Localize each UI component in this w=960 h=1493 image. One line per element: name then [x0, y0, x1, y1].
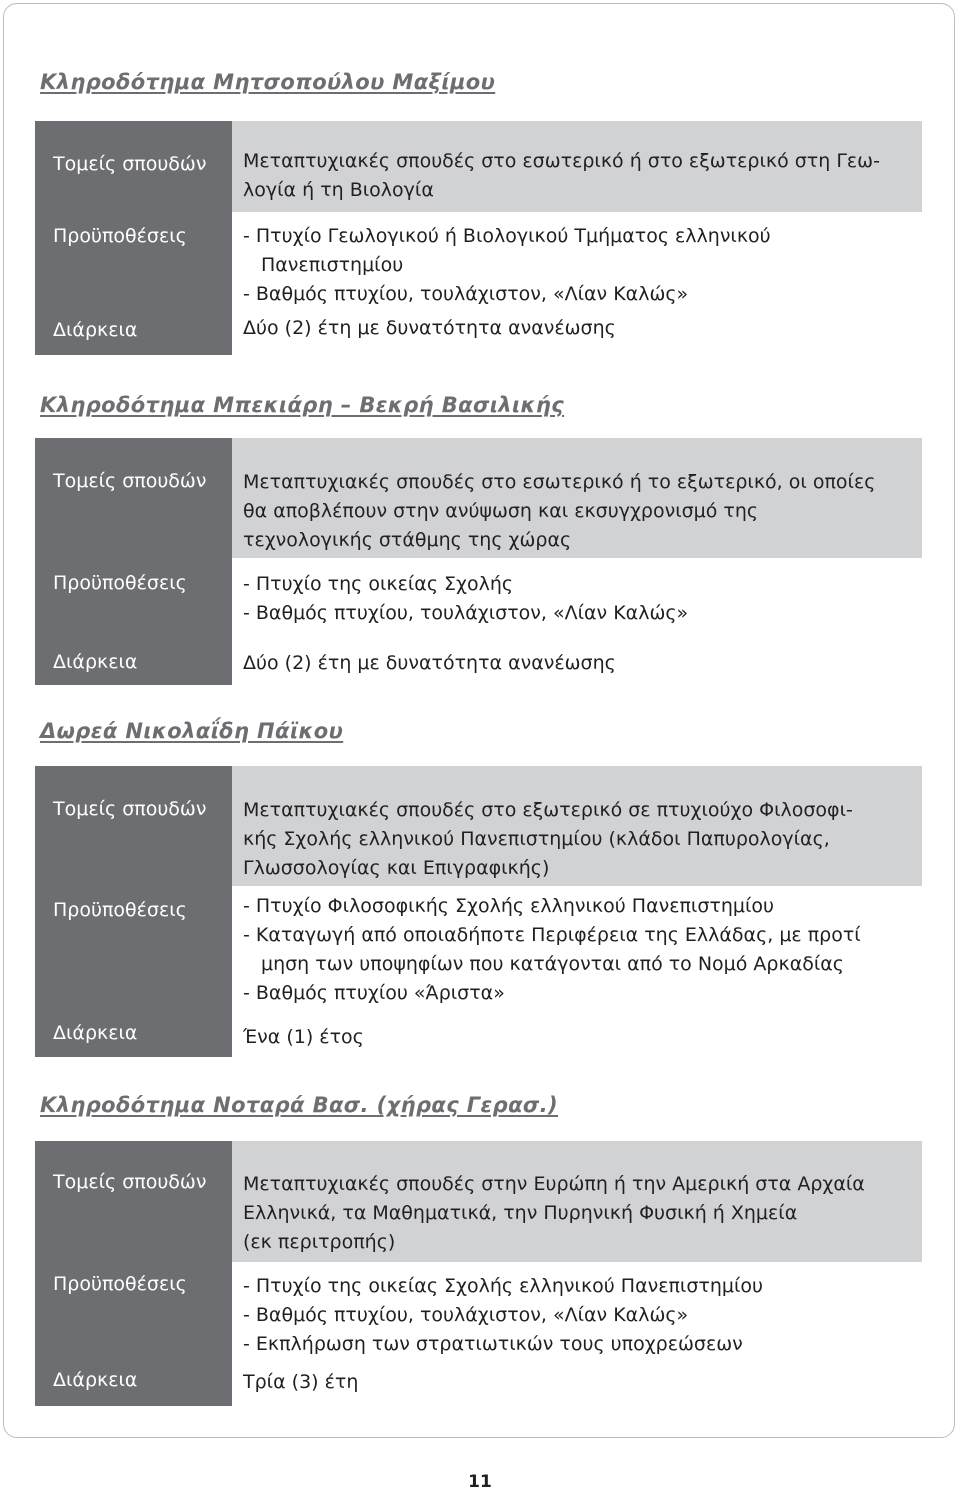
- requirement-line: - Πτυχίο της οικείας Σχολής ελληνικού Πανεπιστημίου: [243, 1275, 764, 1297]
- label-column: [35, 121, 232, 355]
- fields-line: Μεταπτυχιακές σπουδές στο εσωτερικό ή στο εξωτερικό στη Γεω-: [243, 150, 880, 172]
- label-column: [35, 766, 232, 1057]
- requirement-line: μηση των υποψηφίων που κατάγονται από το Νομό Αρκαδίας: [261, 953, 844, 975]
- requirement-line: - Βαθμός πτυχίου, τουλάχιστον, «Λίαν Καλώς»: [243, 1304, 689, 1326]
- duration-text: Δύο (2) έτη με δυνατότητα ανανέωσης: [243, 652, 616, 674]
- duration-text: Ένα (1) έτος: [243, 1026, 364, 1048]
- fields-line: τεχνολογικής στάθμης της χώρας: [243, 529, 572, 551]
- scholarship-section-1: [40, 70, 922, 355]
- requirement-line: - Καταγωγή από οποιαδήποτε Περιφέρεια της Ελλάδας, με προτί: [243, 924, 861, 946]
- fields-line: Γλωσσολογίας και Επιγραφικής): [243, 857, 550, 879]
- fields-line: κής Σχολής ελληνικού Πανεπιστημίου (κλάδοι Παπυρολογίας,: [243, 828, 830, 850]
- fields-label: Τομείς σπουδών: [53, 798, 207, 820]
- page-number: 11: [468, 1472, 492, 1492]
- requirements-text: [243, 222, 771, 309]
- fields-line: θα αποβλέπουν στην ανύψωση και εκσυγχρονισμό της: [243, 500, 759, 522]
- requirements-label: Προϋποθέσεις: [53, 899, 187, 921]
- duration-text: Δύο (2) έτη με δυνατότητα ανανέωσης: [243, 317, 616, 339]
- scholarship-table: [35, 1141, 922, 1406]
- scholarship-table: [35, 121, 922, 355]
- fields-label: Τομείς σπουδών: [53, 1171, 207, 1193]
- requirements-label: Προϋποθέσεις: [53, 225, 187, 247]
- scholarship-section-2: [40, 393, 922, 685]
- requirement-line: Πανεπιστημίου: [261, 254, 404, 276]
- requirement-line: - Πτυχίο Γεωλογικού ή Βιολογικού Τμήματος ελληνικού: [243, 225, 771, 247]
- fields-text: [243, 1170, 865, 1257]
- requirements-text: [243, 1272, 763, 1359]
- scholarship-table: [35, 438, 922, 685]
- section-title: Κληροδότημα Μητσοπούλου Μαξίμου: [40, 70, 496, 94]
- requirements-text: [243, 892, 861, 1008]
- section-title: Κληροδότημα Μπεκιάρη – Βεκρή Βασιλικής: [40, 393, 565, 417]
- requirements-text: [243, 570, 688, 628]
- requirement-line: - Πτυχίο Φιλοσοφικής Σχολής ελληνικού Πανεπιστημίου: [243, 895, 774, 917]
- fields-text: [243, 147, 880, 205]
- requirement-line: - Εκπλήρωση των στρατιωτικών τους υποχρεώσεων: [243, 1333, 743, 1355]
- duration-text: Τρία (3) έτη: [243, 1371, 359, 1393]
- requirement-line: - Βαθμός πτυχίου, τουλάχιστον, «Λίαν Καλώς»: [243, 602, 689, 624]
- duration-label: Διάρκεια: [53, 651, 138, 673]
- fields-line: Ελληνικά, τα Μαθηματικά, την Πυρηνική Φυσική ή Χημεία: [243, 1202, 798, 1224]
- requirement-line: - Βαθμός πτυχίου, τουλάχιστον, «Λίαν Καλώς»: [243, 283, 689, 305]
- scholarship-table: [35, 766, 922, 1057]
- label-column: [35, 438, 232, 685]
- requirement-line: - Πτυχίο της οικείας Σχολής: [243, 573, 514, 595]
- fields-text: [243, 468, 875, 555]
- fields-line: (εκ περιτροπής): [243, 1231, 396, 1253]
- fields-line: Μεταπτυχιακές σπουδές στο εξωτερικό σε πτυχιούχο Φιλοσοφι-: [243, 799, 853, 821]
- scholarship-section-4: [40, 1093, 922, 1406]
- label-column: [35, 1141, 232, 1406]
- requirements-label: Προϋποθέσεις: [53, 1273, 187, 1295]
- requirement-line: - Βαθμός πτυχίου «Άριστα»: [243, 982, 505, 1004]
- scholarship-section-3: [40, 719, 922, 1057]
- duration-label: Διάρκεια: [53, 319, 138, 341]
- fields-line: Μεταπτυχιακές σπουδές στην Ευρώπη ή την Αμερική στα Αρχαία: [243, 1173, 865, 1195]
- fields-label: Τομείς σπουδών: [53, 153, 207, 175]
- requirements-label: Προϋποθέσεις: [53, 572, 187, 594]
- section-title: Δωρεά Νικολαΐδη Πάϊκου: [40, 719, 344, 743]
- duration-label: Διάρκεια: [53, 1369, 138, 1391]
- duration-label: Διάρκεια: [53, 1022, 138, 1044]
- fields-line: λογία ή τη Βιολογία: [243, 179, 434, 201]
- fields-label: Τομείς σπουδών: [53, 470, 207, 492]
- fields-text: [243, 796, 853, 883]
- fields-line: Μεταπτυχιακές σπουδές στο εσωτερικό ή το εξωτερικό, οι οποίες: [243, 471, 876, 493]
- section-title: Κληροδότημα Νοταρά Βασ. (χήρας Γερασ.): [40, 1093, 559, 1117]
